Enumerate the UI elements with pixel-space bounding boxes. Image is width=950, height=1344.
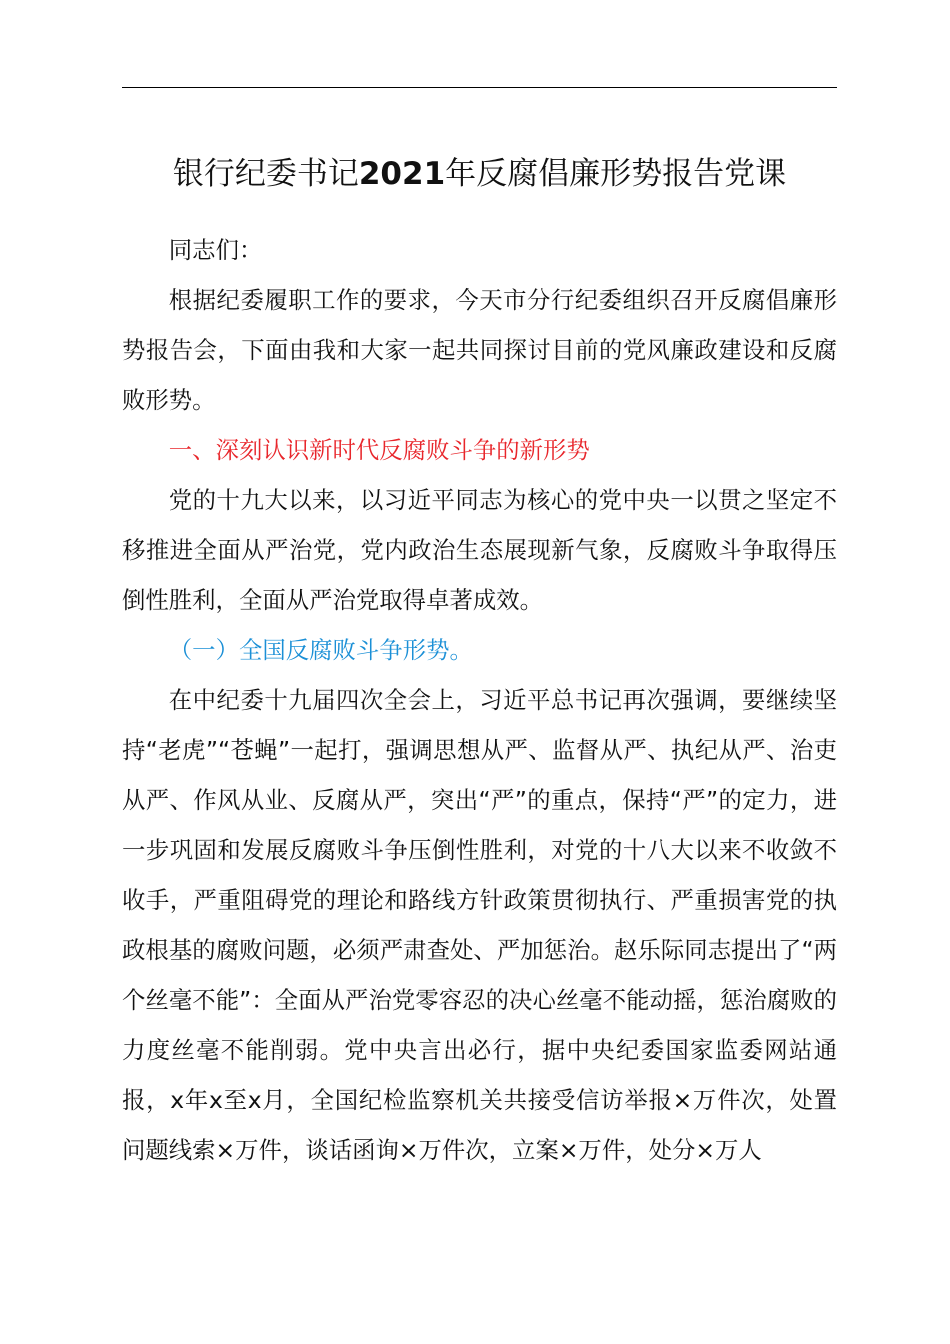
subsection-1-1-paragraph: 在中纪委十九届四次全会上，习近平总书记再次强调，要继续坚持“老虎”“苍蝇”一起打，强调思想从严、监督从严、执纪从严、治吏从严、作风从业、反腐从严，突出“严”的重点，保持“严”的定力，进一步巩固和发展反腐败斗争压倒性胜利，对党的十八大以来不收敛不收手，严重阻碍党的理论和路线方针政策贯彻执行、严重损害党的执政根基的腐败问题，必须严肃查处、严加惩治。赵乐际同志提出了“两个丝毫不能”：全面从严治党零容忍的决心丝毫不能动摇，惩治腐败的力度丝毫不能削弱。党中央言出必行，据中央纪委国家监委网站通报，x年x至x月，全国纪检监察机关共接受信访举报×万件次，处置问题线索×万件，谈话函询×万件次，立案×万件，处分×万人 [122, 686, 837, 1164]
title-year: 2021 [358, 156, 446, 192]
document-body [122, 225, 837, 1175]
subsection-heading-1-1: （一）全国反腐败斗争形势。 [168, 636, 473, 664]
section-1-paragraph: 党的十九大以来，以习近平同志为核心的党中央一以贯之坚定不移推进全面从严治党，党内政治生态展现新气象，反腐败斗争取得压倒性胜利，全面从严治党取得卓著成效。 [122, 486, 837, 614]
intro-paragraph: 根据纪委履职工作的要求，今天市分行纪委组织召开反腐倡廉形势报告会，下面由我和大家一起共同探讨目前的党风廉政建设和反腐败形势。 [122, 286, 837, 414]
title-prefix: 银行纪委书记 [172, 156, 359, 192]
salutation: 同志们： [168, 236, 263, 264]
section-heading-1: 一、深刻认识新时代反腐败斗争的新形势 [168, 436, 590, 464]
title-suffix: 年反腐倡廉形势报告党课 [445, 156, 787, 192]
header-rule [122, 87, 837, 88]
document-title [122, 146, 837, 202]
